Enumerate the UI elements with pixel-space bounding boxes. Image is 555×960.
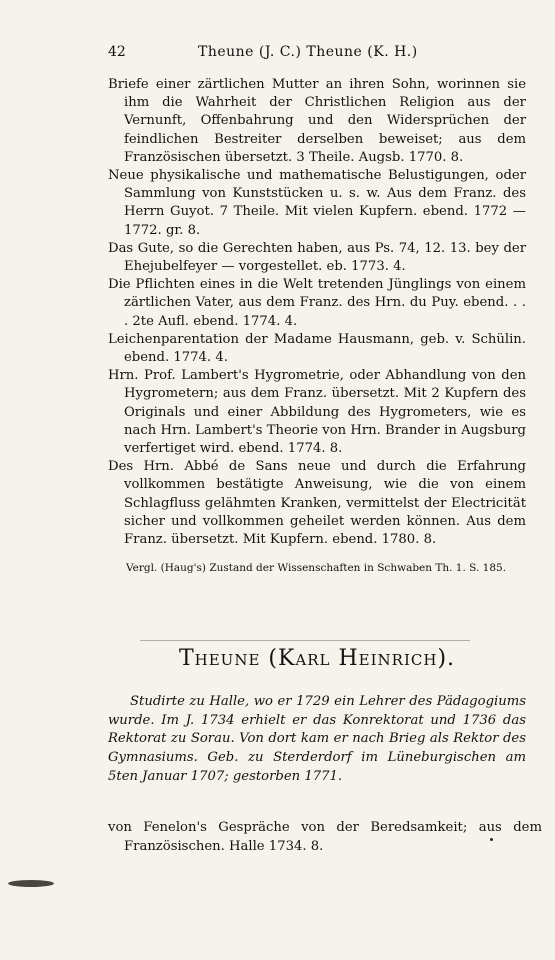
running-title: Theune (J. C.) Theune (K. H.) [198,44,418,60]
section-heading: Theune (Karl Heinrich). [178,646,456,671]
bibliography-entry: Hrn. Prof. Lambert's Hygrometrie, oder Abhandlung von den Hygrometern; aus dem Franz. übersetzt. Mit 2 Kupfern des Originals und einer Abbildung des Hygrometers, wie es nach Hrn. Lambert's Theorie von Hrn. Brander in Augsburg verfertiget wird. ebend. 1774. 8. [108,368,526,457]
bibliography-entry: Das Gute, so die Gerechten haben, aus Ps. 74, 12. 13. bey der Ehejubelfeyer — vorgestellet. eb. 1773. 4. [108,240,526,275]
running-head [108,44,528,66]
bibliography-entry: Leichenparentation der Madame Hausmann, geb. v. Schülin. ebend. 1774. 4. [108,331,526,366]
section-divider [140,640,470,641]
ink-smudge [8,880,54,887]
bibliography-list [108,76,526,576]
bibliography-entry: Des Hrn. Abbé de Sans neue und durch die Erfahrung vollkommen bestätigte Anweisung, wie die von einem Schlagfluss gelähmten Kranken, vermittelst der Electricität sicher und vollkommen geheilet werden können. Aus dem Franz. übersetzt. Mit Kupfern. ebend. 1780. 8. [108,459,526,548]
bibliography-entry: Neue physikalische und mathematische Belustigungen, oder Sammlung von Kunststücken u. s. w. Aus dem Franz. des Herrn Guyot. 7 Theile. Mit vielen Kupfern. ebend. 1772 — 1772. gr. 8. [108,168,526,238]
bibliography-entry: Die Pflichten eines in die Welt tretenden Jünglings von einem zärtlichen Vater, aus dem Franz. des Hrn. du Puy. ebend. . . . 2te Aufl. ebend. 1774. 4. [108,277,526,329]
page-number: 42 [108,44,126,60]
bibliography-entry: Briefe einer zärtlichen Mutter an ihren Sohn, worinnen sie ihm die Wahrheit der Christlichen Religion aus der Vernunft, Offenbahrung und den Widersprüchen der feindlichen Bestreiter derselben beweiset; aus dem Französischen übersetzt. 3 Theile. Augsb. 1770. 8. [108,77,526,165]
reference-note: Vergl. (Haug's) Zustand der Wissenschaften in Schwaben Th. 1. S. 185. [126,562,507,575]
bibliography-entry: von Fenelon's Gespräche von der Beredsamkeit; aus dem Französischen. Halle 1734. 8. [108,820,542,854]
biography-paragraph: Studirte zu Halle, wo er 1729 ein Lehrer des Pädagogiums wurde. Im J. 1734 erhielt er das Konrektorat und 1736 das Rektorat zu Sorau. Von dort kam er nach Brieg als Rektor des Gymnasiums. Geb. zu Sterderdorf im Lüneburgischen am 5ten Januar 1707; gestorben 1771. [108,694,526,784]
ink-speck [490,838,493,841]
